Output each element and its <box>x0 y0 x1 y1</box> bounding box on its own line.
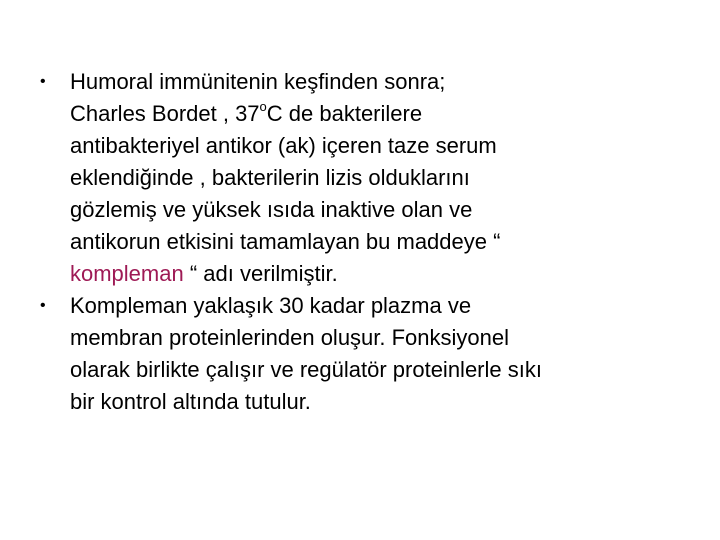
bullet-text-line: Humoral immünitenin keşfinden sonra; <box>70 69 446 94</box>
text-fragment: “ adı verilmiştir. <box>183 261 338 286</box>
bullet-text-line <box>70 98 700 130</box>
highlighted-term-kompleman: kompleman <box>70 261 184 286</box>
text-fragment: C de bakterilere <box>266 101 423 126</box>
bullet-text-line: Kompleman yaklaşık 30 kadar plazma ve <box>70 293 472 318</box>
bullet-icon: • <box>40 73 46 90</box>
bullet-text-line: antibakteriyel antikor (ak) içeren taze serum <box>70 133 497 158</box>
bullet-text-line: membran proteinlerinden oluşur. Fonksiyonel <box>70 325 510 350</box>
bullet-text-line: olarak birlikte çalışır ve regülatör proteinlerle sıkı <box>70 357 542 382</box>
bullet-text-line: bir kontrol altında tutulur. <box>70 389 311 414</box>
bullet-text-line: eklendiğinde , bakterilerin lizis olduklarını <box>70 165 470 190</box>
bullet-icon: • <box>40 297 46 314</box>
bullet-text-line: antikorun etkisini tamamlayan bu maddeye “ <box>70 229 501 254</box>
degree-superscript: o <box>259 98 267 114</box>
bullet-text-line <box>70 258 700 290</box>
text-fragment: Charles Bordet , 37 <box>70 101 260 126</box>
bullet-text-line: gözlemiş ve yüksek ısıda inaktive olan ve <box>70 197 473 222</box>
bullet-list <box>40 66 700 418</box>
bullet-item-complement-discovery <box>40 66 700 290</box>
bullet-item-complement-composition <box>40 290 700 418</box>
